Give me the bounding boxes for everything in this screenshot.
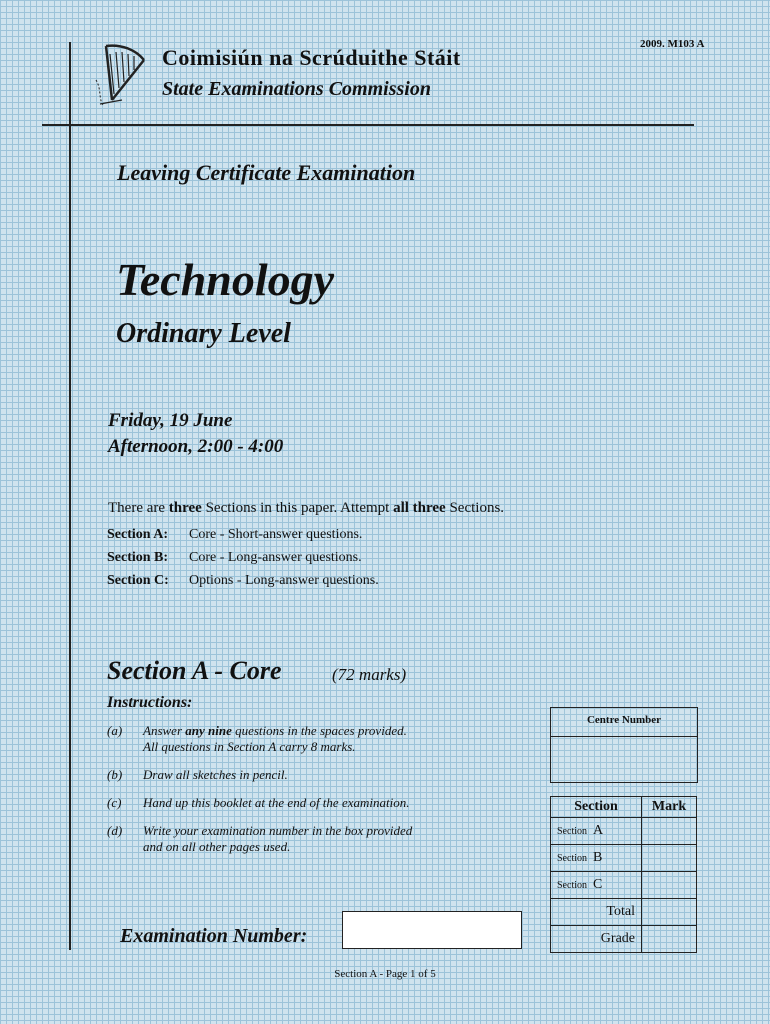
instruction-item: (a) Answer any nine questions in the spaces provided. All questions in Section A carry 8 marks. — [107, 723, 407, 754]
marks-table — [550, 796, 697, 953]
intro-text: There are three Sections in this paper. Attempt all three Sections. — [108, 500, 505, 516]
marks-header-section: Section — [551, 797, 642, 818]
table-row: Section A — [551, 818, 697, 845]
table-row: Section B — [551, 845, 697, 872]
instruction-item: (d) Write your examination number in the box provided and on all other pages used. — [107, 823, 413, 854]
marks-header-mark: Mark — [642, 797, 697, 818]
paper-code: 2009. M103 A — [640, 38, 705, 50]
page-footer: Section A - Page 1 of 5 — [334, 968, 436, 980]
mark-cell[interactable] — [642, 845, 697, 872]
section-row: Section A: Core - Short-answer questions. — [107, 527, 363, 542]
org-name-irish: Coimisiún na Scrúduithe Stáit — [162, 45, 461, 70]
exam-title: Leaving Certificate Examination — [117, 160, 416, 185]
table-row — [551, 926, 697, 953]
total-label: Total — [551, 899, 642, 926]
mark-cell[interactable] — [642, 872, 697, 899]
instruction-item: (b) Draw all sketches in pencil. — [107, 767, 288, 782]
total-cell[interactable] — [642, 899, 697, 926]
exam-number-label: Examination Number: — [120, 925, 308, 947]
section-row: Section B: Core - Long-answer questions. — [107, 550, 362, 565]
centre-number-label: Centre Number — [551, 708, 697, 737]
header-divider — [42, 124, 694, 126]
section-row: Section C: Options - Long-answer questions. — [107, 573, 379, 588]
left-margin-line — [69, 42, 71, 950]
instructions-heading: Instructions: — [107, 694, 193, 711]
harp-icon — [92, 40, 150, 110]
mark-cell[interactable] — [642, 818, 697, 845]
grade-label: Grade — [551, 926, 642, 953]
table-row — [551, 899, 697, 926]
exam-date: Friday, 19 June — [108, 410, 233, 431]
grade-cell[interactable] — [642, 926, 697, 953]
org-name-english: State Examinations Commission — [162, 78, 431, 100]
table-row: Section C — [551, 872, 697, 899]
instruction-item: (c) Hand up this booklet at the end of the examination. — [107, 795, 410, 810]
centre-number-box[interactable] — [550, 707, 698, 783]
section-a-title: Section A - Core — [107, 656, 282, 685]
exam-number-field[interactable] — [342, 911, 522, 949]
subject-title: Technology — [116, 254, 335, 305]
level-title: Ordinary Level — [116, 318, 291, 349]
exam-time: Afternoon, 2:00 - 4:00 — [108, 436, 284, 457]
section-a-marks: (72 marks) — [332, 665, 407, 684]
